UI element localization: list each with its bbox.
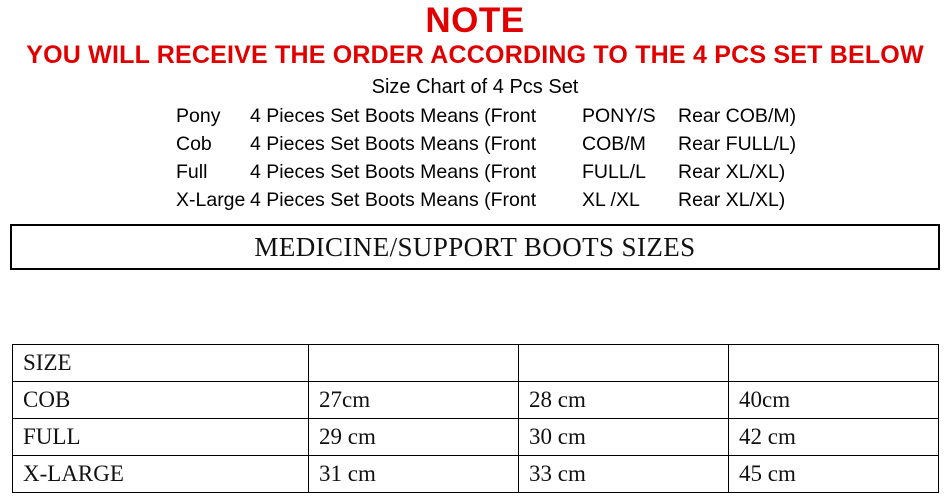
table-cell-measure-3: 42 cm	[729, 419, 939, 456]
size-chart-row	[176, 130, 950, 158]
sizes-table	[12, 344, 939, 493]
size-chart-row	[176, 186, 950, 214]
size-chart-row-rear: Rear XL/XL)	[678, 161, 786, 183]
size-chart-row-rear: Rear FULL/L)	[678, 133, 797, 155]
table-row	[13, 419, 939, 456]
size-chart-row-means: 4 Pieces Set Boots Means (Front	[250, 161, 537, 183]
size-chart-row-rear: Rear COB/M)	[678, 105, 797, 127]
table-header-cell	[309, 345, 519, 382]
table-row	[13, 456, 939, 493]
sizes-table-wrapper	[12, 344, 938, 493]
table-cell-measure-2: 30 cm	[519, 419, 729, 456]
table-cell-size: X-LARGE	[13, 456, 309, 493]
table-cell-measure-1: 29 cm	[309, 419, 519, 456]
size-chart-row-size: Full	[176, 161, 208, 183]
size-chart-row	[176, 158, 950, 186]
table-cell-size: COB	[13, 382, 309, 419]
table-cell-measure-1: 27cm	[309, 382, 519, 419]
table-header-cell	[729, 345, 939, 382]
size-chart-row-size: Cob	[176, 133, 212, 155]
size-chart-row-front: FULL/L	[582, 161, 646, 183]
table-cell-measure-2: 28 cm	[519, 382, 729, 419]
table-cell-measure-3: 45 cm	[729, 456, 939, 493]
size-chart-rows	[0, 102, 950, 214]
note-title: NOTE	[425, 1, 525, 40]
table-header-cell	[519, 345, 729, 382]
size-chart-row-means: 4 Pieces Set Boots Means (Front	[250, 105, 537, 127]
size-chart-row	[176, 102, 950, 130]
table-row	[13, 382, 939, 419]
size-chart-row-size: X-Large	[176, 189, 246, 211]
size-chart-title: Size Chart of 4 Pcs Set	[371, 76, 579, 98]
table-cell-measure-3: 40cm	[729, 382, 939, 419]
size-chart-row-front: PONY/S	[582, 105, 656, 127]
size-chart-row-rear: Rear XL/XL)	[678, 189, 786, 211]
table-header-row	[13, 345, 939, 382]
table-cell-measure-1: 31 cm	[309, 456, 519, 493]
boots-sizes-banner	[10, 224, 940, 270]
size-chart-row-front: COB/M	[582, 133, 646, 155]
size-chart-row-size: Pony	[176, 105, 221, 127]
boots-sizes-banner-text: MEDICINE/SUPPORT BOOTS SIZES	[254, 231, 696, 262]
size-chart-page	[0, 2, 950, 500]
table-cell-size: FULL	[13, 419, 309, 456]
size-chart-row-means: 4 Pieces Set Boots Means (Front	[250, 189, 537, 211]
table-header-cell: SIZE	[13, 345, 309, 382]
note-subtitle: YOU WILL RECEIVE THE ORDER ACCORDING TO THE 4 PCS SET BELOW	[26, 41, 924, 69]
table-cell-measure-2: 33 cm	[519, 456, 729, 493]
size-chart-row-means: 4 Pieces Set Boots Means (Front	[250, 133, 537, 155]
size-chart-row-front: XL /XL	[582, 189, 640, 211]
